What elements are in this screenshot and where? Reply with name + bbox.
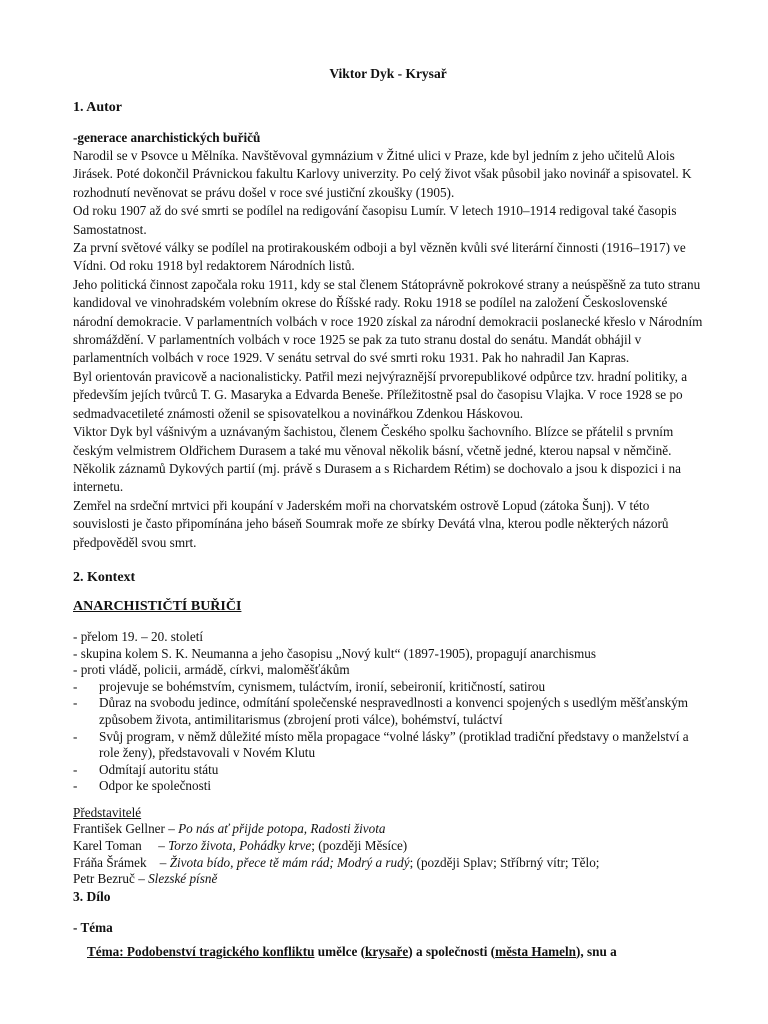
representative-works: Torzo života, Pohádky krve: [168, 838, 312, 854]
representative-row: [73, 838, 703, 855]
representative-extra: ; (později Měsíce): [311, 838, 408, 854]
tema-part: umělce (: [314, 943, 366, 959]
list-item: [73, 679, 703, 696]
list-item-text: Odpor ke společnosti: [99, 778, 212, 794]
representative-row: [73, 821, 703, 838]
list-item-text: projevuje se bohémstvím, cynismem, tuláctvím, ironií, sebeironií, kritičností, satirou: [99, 678, 546, 694]
tema-part: města Hameln: [495, 943, 577, 959]
list-item-text: Odmítají autoritu státu: [99, 761, 219, 777]
subheading-generation: -generace anarchistických buřičů: [73, 130, 261, 145]
representative-name: Fráňa Šrámek: [73, 854, 147, 870]
section-heading-kontext: 2. Kontext: [73, 569, 136, 585]
document-page: [73, 66, 703, 961]
paragraph: Byl orientován pravicově a nacionalisticky. Patřil mezi nejvýraznější prvorepublikové odpůrce tzv. hradní politiky, a především jejích tvůrců T. G. Masaryka a Edvarda Beneše. Příležitostně psal do časopisu Vlajka. V roce 1928 se po sedmadvacetileté známosti oženil se spisovatelkou a novinářkou Zdenkou Háskovou.: [73, 368, 688, 421]
tema-line: [87, 943, 703, 961]
dash-item: - skupina kolem S. K. Neumanna a jeho časopisu „Nový kult“ (1897-1905), propagují anarchismus: [73, 645, 596, 661]
bullet-marker: -: [73, 761, 78, 777]
representative-name: Karel Toman: [73, 838, 142, 854]
bullet-marker: -: [73, 678, 78, 694]
representative-sep: –: [141, 838, 169, 854]
tema-part: ), snu a: [576, 943, 617, 959]
representative-works: Slezské písně: [148, 871, 218, 887]
tema-label: - Téma: [73, 919, 113, 935]
list-item: [73, 729, 703, 762]
paragraph: Zemřel na srdeční mrtvici při koupání v Jaderském moři na chorvatském ostrově Lopud (zátoka Šunj). V této souvislosti je často připomínána jeho báseň Soumrak moře ze sbírky Devátá vlna, kterou podle některých názorů předpověděl svou smrt.: [73, 497, 669, 550]
paragraph: Jeho politická činnost započala roku 1911, kdy se stal členem Státoprávně pokrokové strany a neúspěšně za tuto stranu kandidoval ve vinohradském volebním okrese do Říšské rady. Roku 1918 se podílel na založení Československé národní demokracie. V parlamentních volbách v roce 1920 získal za národní demokracii poslanecké křeslo v Národním shromáždění. V parlamentních volbách v roce 1925 se pak za tuto stranu dostal do senátu. Mandát obhájil v parlamentních volbách v roce 1929. V senátu setrval do své smrti roku 1931. Pak ho nahradil Jan Kapras.: [73, 276, 703, 366]
bullet-marker: -: [73, 695, 78, 711]
representative-sep: –: [164, 821, 179, 837]
paragraph: Viktor Dyk byl vášnivým a uznávaným šachistou, členem Českého spolku šachovního. Blízce se přátelil s prvním českým velmistrem Oldřichem Durasem a také mu věnoval několik básní, včetně jedné, kterou napsal v němčině. Několik záznamů Dykových partií (mj. právě s Durasem a s Richardem Rétim) se dochovalo a jsou k dispozici i na internetu.: [73, 424, 681, 495]
bullet-list: [73, 679, 703, 795]
list-item-text: Svůj program, v němž důležité místo měla propagace “volné lásky” (protiklad tradiční představy o manželství a role ženy), představovali v Novém Klutu: [99, 728, 689, 761]
tema-part: Téma: Podobenství tragického konfliktu: [87, 943, 315, 959]
representative-sep: –: [134, 871, 149, 887]
representative-row: [73, 855, 703, 872]
representatives-label: Představitelé: [73, 804, 142, 820]
representative-works: Po nás ať přijde potopa, Radosti života: [178, 821, 386, 837]
bullet-marker: -: [73, 728, 78, 744]
representative-row: [73, 871, 703, 888]
dash-item: - přelom 19. – 20. století: [73, 628, 204, 644]
paragraph: Za první světové války se podílel na protirakouském odboji a byl vězněn kvůli své literární činnosti (1916–1917) ve Vídni. Od roku 1918 byl redaktorem Národních listů.: [73, 240, 686, 274]
bullet-marker: -: [73, 778, 78, 794]
representative-extra: ; (později Splav; Stříbrný vítr; Tělo;: [409, 854, 600, 870]
list-item-text: Důraz na svobodu jedince, odmítání společenské nespravedlnosti a konvenci spojených s usedlým měšťanským způsobem života, antimilitarismus (zbrojení proti válce), bohémství, tuláctví: [99, 695, 689, 727]
section-heading-dilo: 3. Dílo: [73, 888, 111, 904]
dash-item: - proti vládě, policii, armádě, církvi, maloměšťákům: [73, 662, 350, 678]
heading-anarchisticti-burici: ANARCHISTIČTÍ BUŘIČI: [73, 598, 242, 614]
list-item: [73, 695, 703, 728]
document-title: Viktor Dyk - Krysař: [329, 66, 447, 81]
tema-part: ) a společnosti (: [408, 943, 496, 959]
list-item: [73, 762, 703, 779]
representative-name: František Gellner: [73, 821, 165, 837]
representative-sep: –: [146, 854, 170, 870]
paragraph: Narodil se v Psovce u Mělníka. Navštěvoval gymnázium v Žitné ulici v Praze, kde byl jedním z jeho učitelů Alois Jirásek. Poté dokončil Právnickou fakultu Karlovy univerzity. Po celý život však působil jako novinář a spisovatel. K rozhodnutí nevěnovat se právu došel v roce své justiční zkoušky (1905).: [73, 148, 692, 200]
representative-works: Života bído, přece tě mám rád; Modrý a rudý: [169, 854, 410, 870]
section-heading-autor: 1. Autor: [73, 100, 122, 115]
paragraph: Od roku 1907 až do své smrti se podílel na redigování časopisu Lumír. V letech 1910–1914 redigoval také časopis Samostatnost.: [73, 203, 677, 237]
representative-name: Petr Bezruč: [73, 871, 135, 887]
tema-part: krysaře: [365, 943, 409, 959]
list-item: [73, 778, 703, 795]
